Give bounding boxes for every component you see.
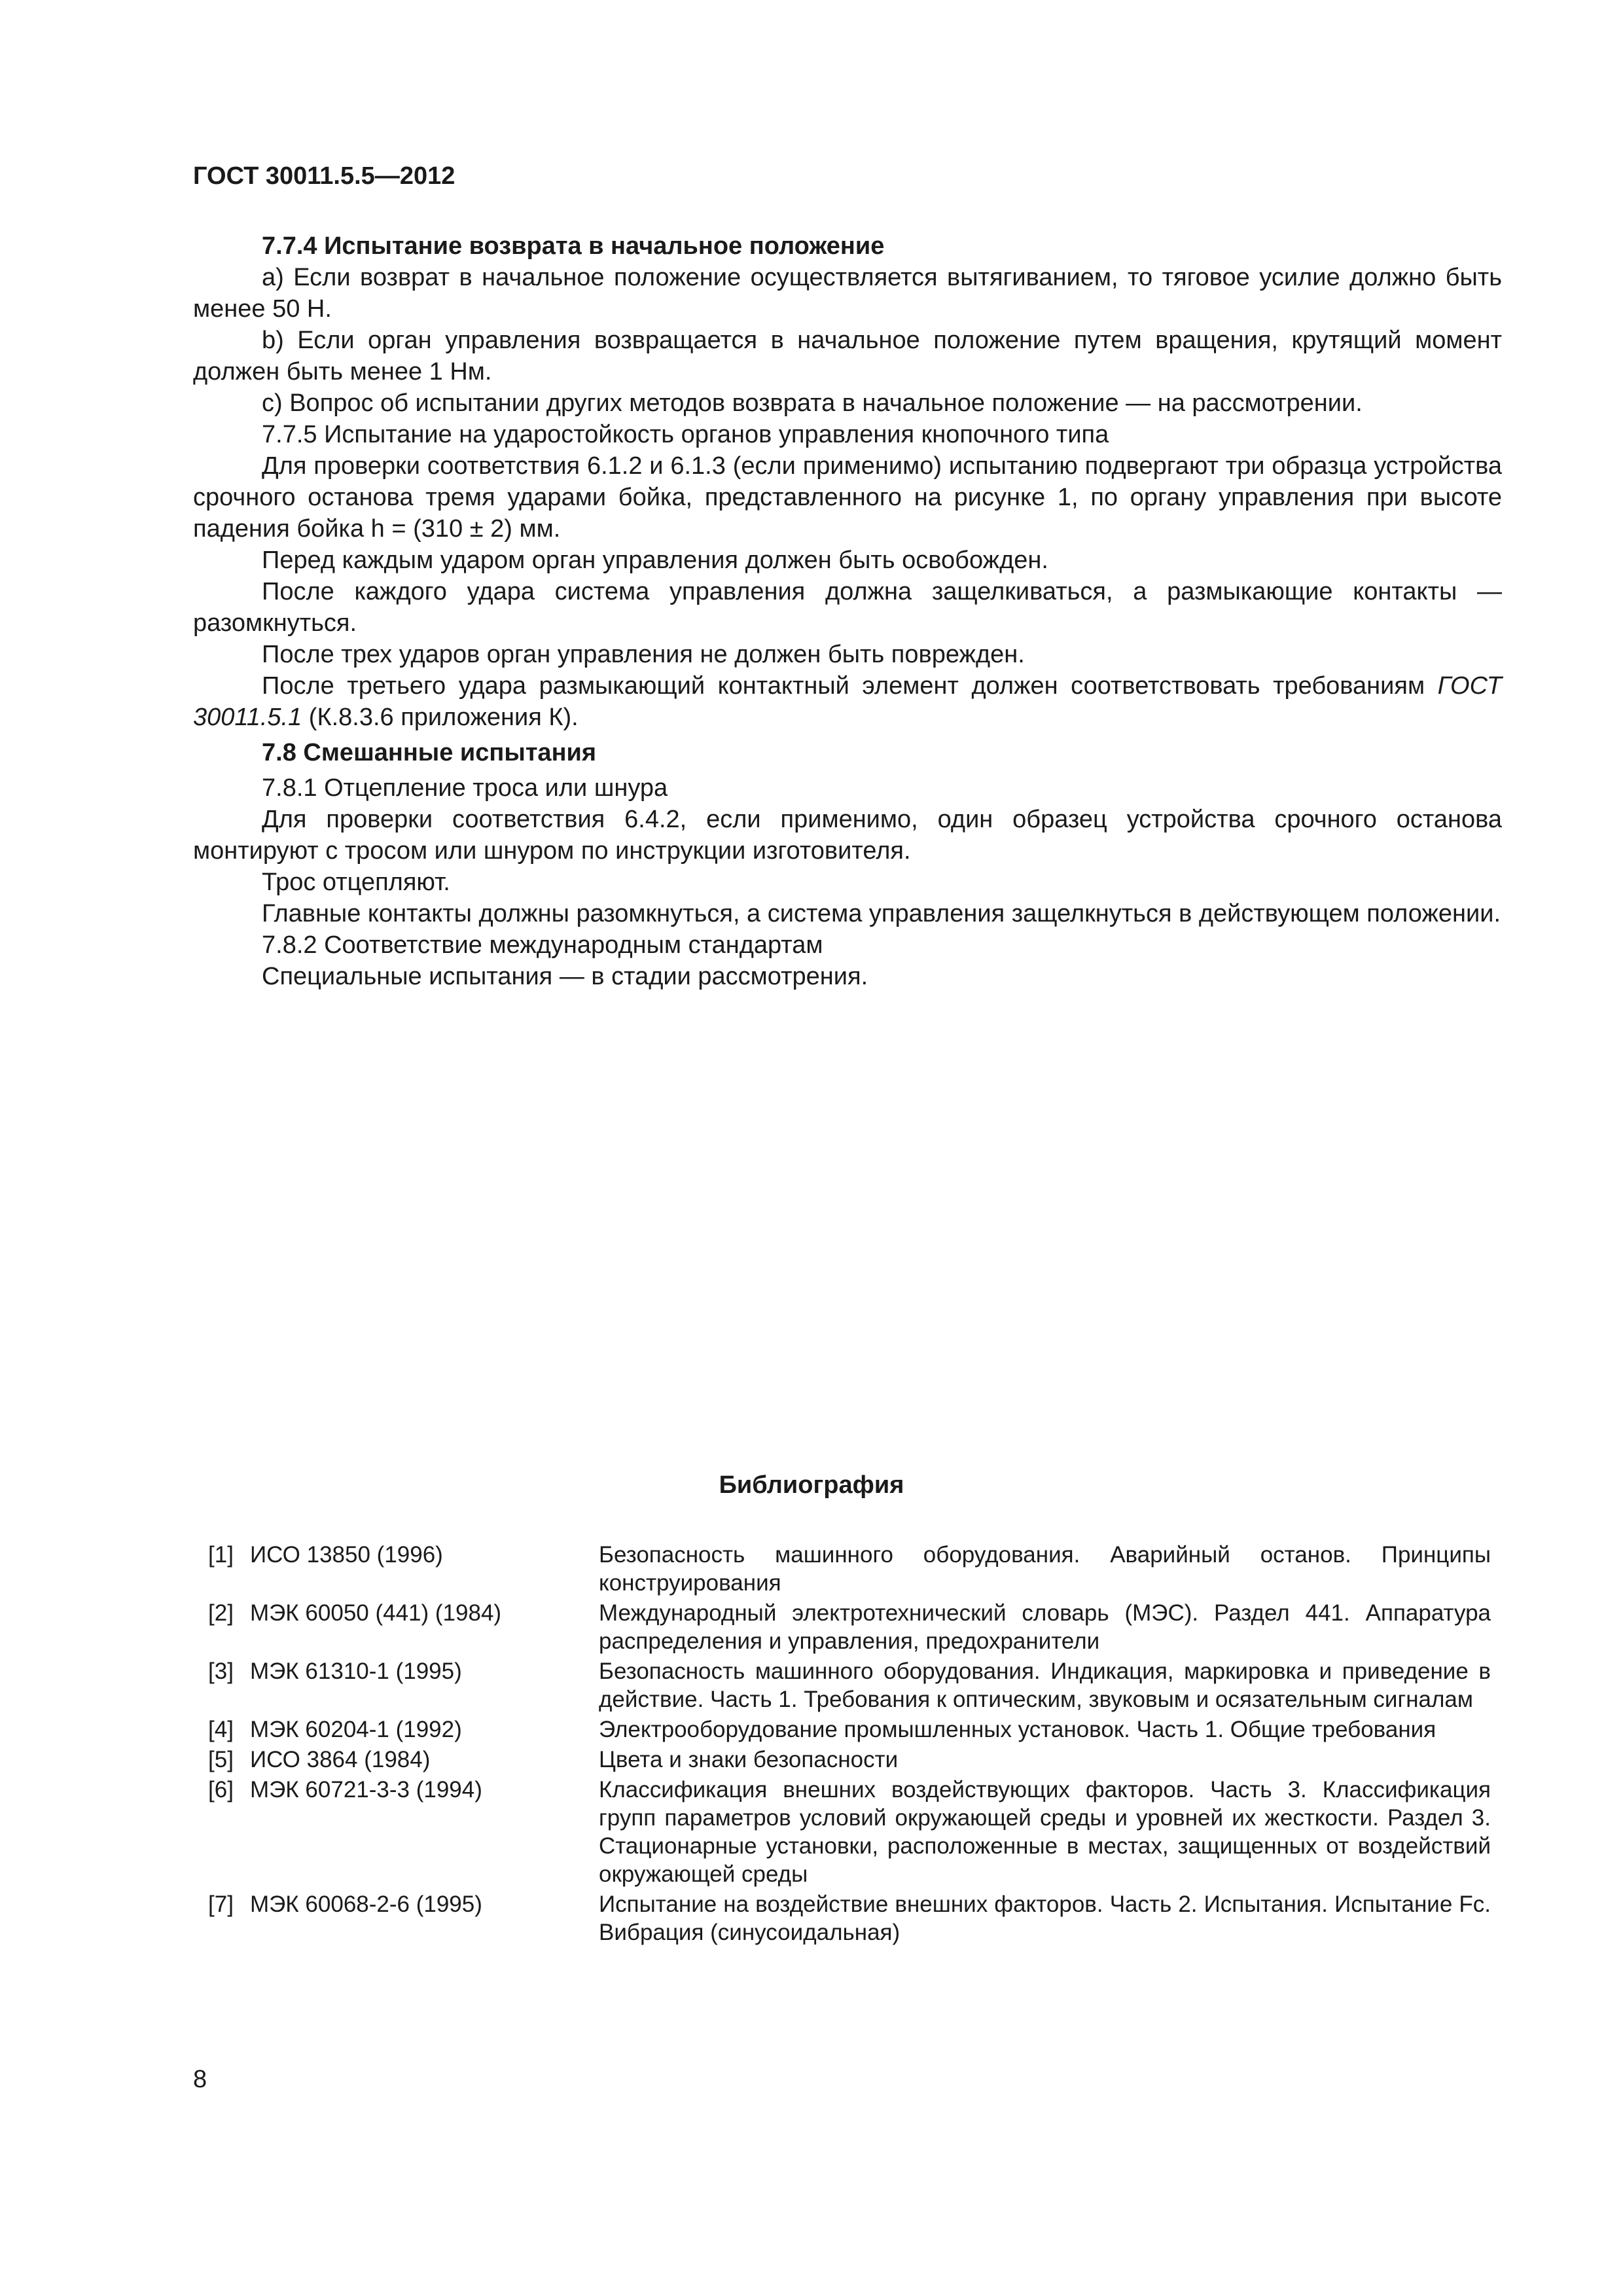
- paragraph: [193, 670, 1502, 733]
- bib-number: [6]: [208, 1777, 234, 1803]
- bib-number: [2]: [208, 1600, 234, 1626]
- paragraph: a) Если возврат в начальное положение осуществляется вытягиванием, то тяговое усилие должно быть менее 50 Н.: [193, 264, 1502, 323]
- bib-standard-code: ИСО 13850 (1996): [250, 1542, 443, 1568]
- main-text: [193, 230, 1502, 992]
- bib-number: [5]: [208, 1747, 234, 1772]
- standard-reference: ГОСТ 30011.5.1: [193, 672, 1502, 731]
- document-header: ГОСТ 30011.5.5—2012: [193, 162, 455, 190]
- subsection-title-7-8-1: 7.8.1 Отцепление троса или шнура: [262, 774, 668, 802]
- paragraph: b) Если орган управления возвращается в начальное положение путем вращения, крутящий момент должен быть менее 1 Нм.: [193, 327, 1502, 386]
- paragraph: Для проверки соответствия 6.4.2, если применимо, один образец устройства срочного останова монтируют с тросом или шнуром по инструкции изготовителя.: [193, 806, 1502, 865]
- paragraph: Для проверки соответствия 6.1.2 и 6.1.3 (если применимо) испытанию подвергают три образца устройства срочного останова тремя ударами бойка, представленного на рисунке 1, по органу управления при высоте падения бойка h = (310 ± 2) мм.: [193, 452, 1502, 543]
- paragraph: Перед каждым ударом орган управления должен быть освобожден.: [262, 547, 1048, 574]
- paragraph: После каждого удара система управления должна защелкиваться, а размыкающие контакты — разомкнуться.: [193, 578, 1502, 637]
- bibliography-item: [208, 1599, 1491, 1655]
- bib-standard-code: МЭК 60050 (441) (1984): [250, 1600, 502, 1626]
- bib-title: Цвета и знаки безопасности: [599, 1747, 899, 1772]
- bib-standard-code: МЭК 60204-1 (1992): [250, 1717, 462, 1742]
- bibliography-item: [208, 1776, 1491, 1888]
- bib-number: [7]: [208, 1892, 234, 1917]
- subsection-title-7-8-2: 7.8.2 Соответствие международным стандартам: [262, 931, 823, 959]
- page-number: 8: [193, 2066, 207, 2093]
- section-heading-7-8: 7.8 Смешанные испытания: [262, 739, 597, 766]
- paragraph-text: После третьего удара размыкающий контактный элемент должен соответствовать требованиям: [262, 672, 1438, 700]
- bibliography-item: [208, 1657, 1491, 1713]
- bib-title: Международный электротехнический словарь (МЭС). Раздел 441. Аппаратура распределения и управления, предохранители: [599, 1600, 1491, 1654]
- paragraph: Главные контакты должны разомкнуться, а система управления защелкнуться в действующем положении.: [262, 900, 1501, 927]
- bib-standard-code: МЭК 60068-2-6 (1995): [250, 1892, 482, 1917]
- bib-title: Классификация внешних воздействующих факторов. Часть 3. Классификация групп параметров условий окружающей среды и уровней их жесткости. Раздел 3. Стационарные установки, расположенные в местах, защищенных от воздействий окружающей среды: [599, 1777, 1491, 1887]
- bib-title: Испытание на воздействие внешних факторов. Часть 2. Испытания. Испытание Fc. Вибрация (синусоидальная): [599, 1892, 1491, 1945]
- paragraph-text: (К.8.3.6 приложения К).: [302, 704, 579, 731]
- bibliography-item: [208, 1746, 1491, 1774]
- bib-title: Безопасность машинного оборудования. Индикация, маркировка и приведение в действие. Часть 1. Требования к оптическим, звуковым и осязательным сигналам: [599, 1659, 1491, 1712]
- bib-standard-code: ИСО 3864 (1984): [250, 1747, 431, 1772]
- bib-standard-code: МЭК 60721-3-3 (1994): [250, 1777, 482, 1803]
- paragraph: После трех ударов орган управления не должен быть поврежден.: [262, 641, 1025, 668]
- bibliography-item: [208, 1541, 1491, 1597]
- bib-number: [1]: [208, 1542, 234, 1568]
- bibliography-item: [208, 1715, 1491, 1744]
- bib-number: [3]: [208, 1659, 234, 1684]
- paragraph: c) Вопрос об испытании других методов возврата в начальное положение — на рассмотрении.: [262, 389, 1363, 417]
- paragraph: Специальные испытания — в стадии рассмотрения.: [262, 963, 868, 990]
- section-heading-7-7-4: 7.7.4 Испытание возврата в начальное положение: [262, 232, 885, 260]
- bib-title: Безопасность машинного оборудования. Аварийный останов. Принципы конструирования: [599, 1542, 1491, 1596]
- bib-title: Электрооборудование промышленных установок. Часть 1. Общие требования: [599, 1717, 1436, 1742]
- subsection-title-7-7-5: 7.7.5 Испытание на ударостойкость органов управления кнопочного типа: [262, 421, 1109, 448]
- bibliography-item: [208, 1890, 1491, 1946]
- bibliography-title: Библиография: [719, 1471, 904, 1499]
- bib-standard-code: МЭК 61310-1 (1995): [250, 1659, 462, 1684]
- paragraph: Трос отцепляют.: [262, 869, 450, 896]
- bibliography-list: [208, 1541, 1491, 1948]
- bib-number: [4]: [208, 1717, 234, 1742]
